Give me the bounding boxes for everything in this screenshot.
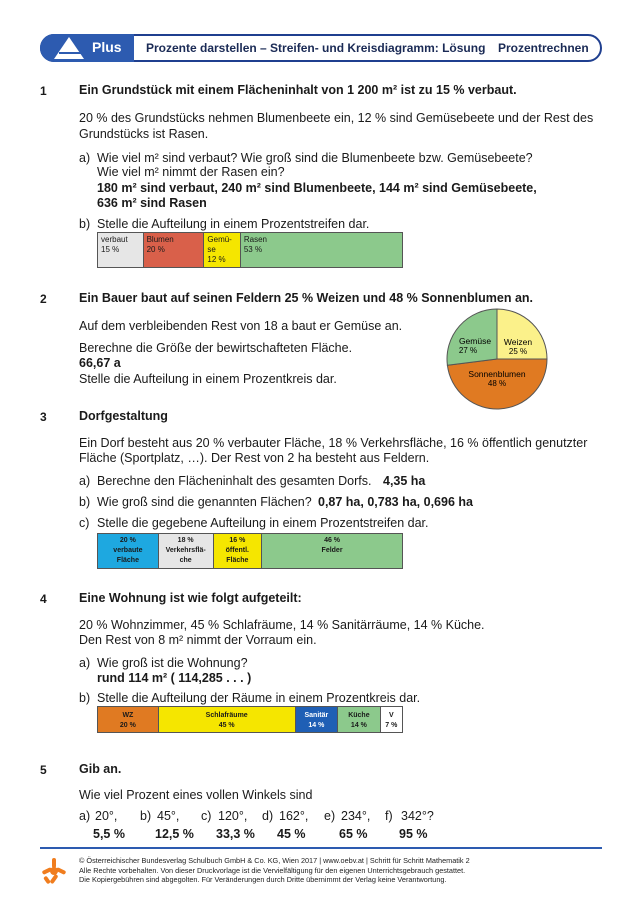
pie-label-sonnenblumen: Sonnenblumen xyxy=(468,369,526,379)
pie-value-weizen: 25 % xyxy=(508,347,528,356)
answer-text: 95 % xyxy=(399,827,428,841)
task-text: Fläche (Sportplatz, …). Der Rest von 2 ha besteht aus Feldern. xyxy=(79,451,430,465)
task-title: Eine Wohnung ist wie folgt aufgeteilt: xyxy=(79,591,302,605)
answer-text: 65 % xyxy=(339,827,368,841)
subtask-label: a) xyxy=(79,474,91,488)
answer-text: 4,35 ha xyxy=(383,474,426,488)
percent-strip xyxy=(97,232,403,268)
task-number: 4 xyxy=(40,592,47,606)
strip-segment-schlafraeume: Schlafräume 45 % xyxy=(159,707,296,732)
subtask-label: e) xyxy=(324,809,336,823)
strip-segment-vorraum: V 7 % xyxy=(381,707,402,732)
logo-text: Plus xyxy=(92,39,122,55)
task-text: Wie viel Prozent eines vollen Winkels sind xyxy=(79,788,313,802)
question-text: Wie groß sind die genannten Flächen? xyxy=(97,495,312,509)
answer-text: 45 % xyxy=(277,827,306,841)
subtask-label: a) xyxy=(79,656,91,670)
task-text: 20 % des Grundstücks nehmen Blumenbeete ein, 12 % sind Gemüsebeete und der Rest des xyxy=(79,111,594,125)
question-text: 45°, xyxy=(157,809,180,823)
task-number: 5 xyxy=(40,763,47,777)
footer-text xyxy=(79,856,470,885)
strip-segment-blumen: Blumen 20 % xyxy=(144,233,205,267)
subtask-label: b) xyxy=(79,217,91,231)
answer-text: 5,5 % xyxy=(93,827,125,841)
logo-line xyxy=(59,52,81,54)
question-text: Wie groß ist die Wohnung? xyxy=(97,656,248,670)
subtask-label: c) xyxy=(79,516,90,530)
strip-segment-felder: 46 % Felder xyxy=(262,534,402,568)
strip-segment-gemuese: Gemü- se 12 % xyxy=(204,233,240,267)
question-text: 162°, xyxy=(279,809,309,823)
footer-line: © Österreichischer Bundesverlag Schulbuch GmbH & Co. KG, Wien 2017 | www.oebv.at | Schritt für Schritt Mathematik 2 xyxy=(79,856,470,865)
question-text: Stelle die Aufteilung in einem Prozentkreis dar. xyxy=(79,372,337,386)
answer-text: 66,67 a xyxy=(79,356,121,370)
answer-text: rund 114 m² ( 114,285 . . . ) xyxy=(97,671,252,685)
question-text: Stelle die Aufteilung der Räume in einem Prozentkreis dar. xyxy=(97,691,421,705)
footer-line: Alle Rechte vorbehalten. Von dieser Druckvorlage ist die Vervielfältigung für den eigenen Unterrichtsgebrauch gestattet. xyxy=(79,865,466,875)
answer-text: 12,5 % xyxy=(155,827,194,841)
page-title: Prozente darstellen – Streifen- und Kreisdiagramm: Lösung xyxy=(146,41,486,55)
task-number: 3 xyxy=(40,410,47,424)
question-text: 120°, xyxy=(218,809,248,823)
question-text: 20°, xyxy=(95,809,118,823)
subtask-label: d) xyxy=(262,809,274,823)
question-text: Berechne die Größe der bewirtschafteten Fläche. xyxy=(79,341,353,355)
task-title: Dorfgestaltung xyxy=(79,409,168,423)
strip-segment-verbaut: 20 % verbaute Fläche xyxy=(98,534,159,568)
task-number: 2 xyxy=(40,292,47,306)
pie-value-sonnenblumen: 48 % xyxy=(487,379,507,388)
strip-segment-verkehr: 18 % Verkehrsflä- che xyxy=(159,534,214,568)
answer-text: 636 m² sind Rasen xyxy=(97,196,207,210)
pie-value-gemuese: 27 % xyxy=(458,346,478,355)
task-title: Ein Grundstück mit einem Flächeninhalt von 1 200 m² ist zu 15 % verbaut. xyxy=(79,83,517,97)
subtask-label: b) xyxy=(79,691,91,705)
task-text: Auf dem verbleibenden Rest von 18 a baut er Gemüse an. xyxy=(79,319,403,333)
subtask-label: a) xyxy=(79,809,91,823)
strip-segment-sanitaer: Sanitär 14 % xyxy=(296,707,339,732)
answer-text: 180 m² sind verbaut, 240 m² sind Blumenbeete, 144 m² sind Gemüsebeete, xyxy=(97,181,537,195)
strip-segment-rasen: Rasen 53 % xyxy=(241,233,402,267)
strip-segment-wohnzimmer: WZ 20 % xyxy=(98,707,159,732)
answer-text: 33,3 % xyxy=(216,827,255,841)
publisher-star-icon xyxy=(40,857,68,885)
subtask-label: b) xyxy=(79,495,91,509)
percent-pie-chart xyxy=(446,308,548,410)
subtask-label: c) xyxy=(201,809,212,823)
footer-divider xyxy=(40,847,602,849)
task-text: Ein Dorf besteht aus 20 % verbauter Fläche, 18 % Verkehrsfläche, 16 % öffentlich genutzter xyxy=(79,436,588,450)
subtask-label: f) xyxy=(385,809,393,823)
strip-segment-kueche: Küche 14 % xyxy=(338,707,381,732)
question-text: Stelle die Aufteilung in einem Prozentstreifen dar. xyxy=(97,217,370,231)
question-text: Berechne den Flächeninhalt des gesamten Dorfs. xyxy=(97,474,372,488)
task-text: Den Rest von 8 m² nimmt der Vorraum ein. xyxy=(79,633,317,647)
strip-segment-verbaut: verbaut 15 % xyxy=(98,233,144,267)
percent-strip xyxy=(97,533,403,569)
question-text: Wie viel m² nimmt der Rasen ein? xyxy=(97,165,285,179)
question-text: 342°? xyxy=(401,809,434,823)
question-text: Wie viel m² sind verbaut? Wie groß sind die Blumenbeete bzw. Gemüsebeete? xyxy=(97,151,533,165)
task-title: Ein Bauer baut auf seinen Feldern 25 % Weizen und 48 % Sonnenblumen an. xyxy=(79,291,534,305)
topic-label: Prozentrechnen xyxy=(498,41,589,55)
task-title: Gib an. xyxy=(79,762,122,776)
question-text: 234°, xyxy=(341,809,371,823)
question-text: Stelle die gegebene Aufteilung in einem Prozentstreifen dar. xyxy=(97,516,429,530)
pie-label-gemuese: Gemüse xyxy=(458,336,492,346)
logo-triangle-icon xyxy=(54,37,84,59)
pie-label-weizen: Weizen xyxy=(503,337,533,347)
task-text: Grundstücks ist Rasen. xyxy=(79,127,209,141)
task-number: 1 xyxy=(40,84,47,98)
strip-segment-oeffentlich: 16 % öffentl. Fläche xyxy=(214,534,263,568)
subtask-label: a) xyxy=(79,151,91,165)
percent-strip xyxy=(97,706,403,733)
subtask-label: b) xyxy=(140,809,152,823)
answer-text: 0,87 ha, 0,783 ha, 0,696 ha xyxy=(318,495,473,509)
footer-line: Die Kopiergebühren sind abgegolten. Für Veränderungen durch Dritte übernimmt der Verlag keine Verantwortung. xyxy=(79,875,447,884)
task-text: 20 % Wohnzimmer, 45 % Schlafräume, 14 % Sanitärräume, 14 % Küche. xyxy=(79,618,485,632)
